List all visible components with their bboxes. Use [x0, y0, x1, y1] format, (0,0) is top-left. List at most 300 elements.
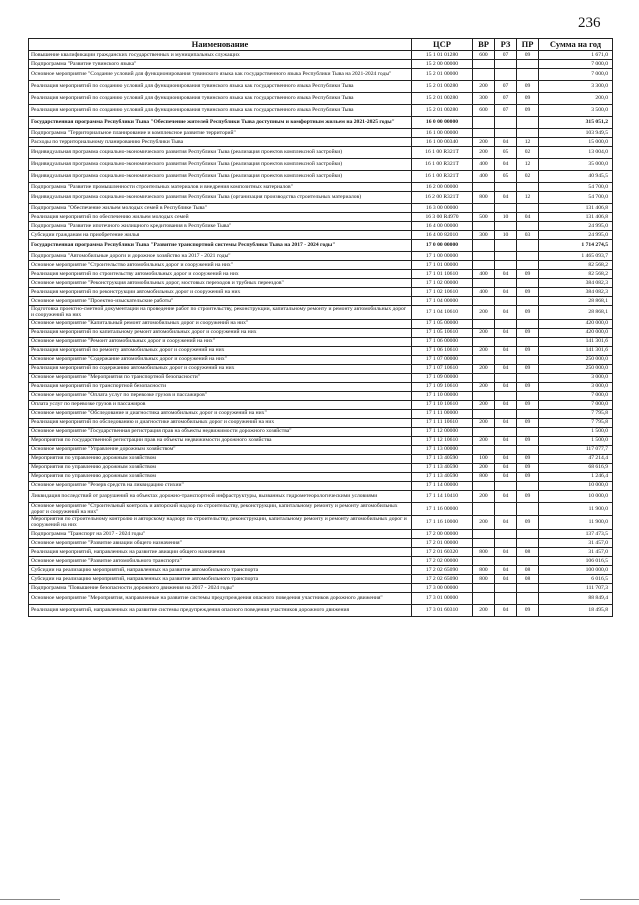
- cell-name: Подпрограмма "Развитие ипотечного жилищного кредитования в Республике Тыва": [29, 222, 412, 231]
- cell-sum: 111 707,3: [539, 583, 613, 592]
- cell-sum: 7 000,0: [539, 391, 613, 400]
- cell-csr: 17 1 16 10000: [412, 516, 473, 530]
- cell-pr: [517, 319, 539, 328]
- cell-csr: 16 0 00 00000: [412, 117, 473, 129]
- table-row: [29, 261, 613, 270]
- cell-csr: 16 1 00 00340: [412, 138, 473, 147]
- cell-vr: [473, 222, 495, 231]
- table-row: [29, 382, 613, 391]
- cell-rz: 10: [495, 213, 517, 222]
- cell-pr: 09: [517, 51, 539, 60]
- cell-rz: [495, 60, 517, 69]
- cell-csr: 17 1 02 00000: [412, 279, 473, 288]
- cell-vr: 200: [473, 306, 495, 320]
- cell-vr: 800: [473, 565, 495, 574]
- cell-vr: 300: [473, 93, 495, 105]
- page-number: 236: [578, 15, 601, 31]
- cell-sum: 7 000,0: [539, 400, 613, 409]
- cell-vr: 800: [473, 472, 495, 481]
- cell-sum: 28 868,1: [539, 297, 613, 306]
- table-row: [29, 159, 613, 171]
- cell-sum: 6 016,5: [539, 574, 613, 583]
- cell-csr: 17 3 01 60310: [412, 604, 473, 616]
- table-row: [29, 328, 613, 337]
- cell-csr: 15 2 01 00280: [412, 81, 473, 93]
- cell-csr: 16 2 00 R321T: [412, 192, 473, 204]
- cell-csr: 17 1 13 40590: [412, 463, 473, 472]
- cell-name: Субсидии на реализацию мероприятий, направленных на развитие автомобильного транспорта: [29, 574, 412, 583]
- table-row: [29, 337, 613, 346]
- cell-pr: [517, 222, 539, 231]
- cell-pr: 08: [517, 574, 539, 583]
- cell-rz: 04: [495, 346, 517, 355]
- table-row: [29, 391, 613, 400]
- cell-sum: 1 500,0: [539, 436, 613, 445]
- cell-name: Реализация мероприятий по капитальному ремонт автомобильных дорог и сооружений на них: [29, 328, 412, 337]
- table-body: [29, 51, 613, 617]
- cell-pr: [517, 427, 539, 436]
- cell-name: Основное мероприятие "Реконструкция автомобильных дорог, мостовых переходов и трубных переездов": [29, 279, 412, 288]
- cell-rz: [495, 279, 517, 288]
- cell-pr: 09: [517, 328, 539, 337]
- cell-csr: 16 1 00 00000: [412, 129, 473, 138]
- header-name: Наименование: [29, 39, 412, 51]
- cell-vr: 600: [473, 105, 495, 117]
- cell-pr: [517, 481, 539, 490]
- cell-pr: [517, 502, 539, 516]
- cell-csr: 17 2 00 00000: [412, 529, 473, 538]
- cell-vr: [473, 529, 495, 538]
- cell-rz: 04: [495, 463, 517, 472]
- cell-vr: 600: [473, 51, 495, 60]
- cell-pr: [517, 538, 539, 547]
- cell-csr: 17 1 11 00000: [412, 409, 473, 418]
- cell-name: Реализация мероприятий по обследованию и диагностике автомобильных дорог и сооружений на них: [29, 418, 412, 427]
- table-row: [29, 502, 613, 516]
- cell-sum: 31 457,0: [539, 538, 613, 547]
- cell-pr: 09: [517, 270, 539, 279]
- cell-vr: 200: [473, 147, 495, 159]
- cell-pr: [517, 69, 539, 81]
- cell-csr: 15 2 01 00280: [412, 93, 473, 105]
- cell-vr: [473, 427, 495, 436]
- cell-rz: 04: [495, 418, 517, 427]
- cell-pr: 09: [517, 463, 539, 472]
- cell-pr: [517, 373, 539, 382]
- cell-name: Основное мероприятие "Строительный контроль и авторский надзор по строительству, реконструкции, капитальному ремонту и ремонту автомобильных дорог и сооружений на них": [29, 502, 412, 516]
- cell-pr: [517, 117, 539, 129]
- cell-csr: 17 1 12 10610: [412, 436, 473, 445]
- cell-name: Реализация мероприятий, направленных на развитие авиации общего назначения: [29, 547, 412, 556]
- cell-sum: 141 301,6: [539, 337, 613, 346]
- cell-vr: [473, 129, 495, 138]
- cell-vr: [473, 502, 495, 516]
- cell-rz: [495, 391, 517, 400]
- cell-sum: 200,0: [539, 93, 613, 105]
- table-row: [29, 400, 613, 409]
- cell-csr: 17 2 02 65090: [412, 574, 473, 583]
- cell-vr: [473, 445, 495, 454]
- cell-pr: [517, 355, 539, 364]
- cell-vr: 500: [473, 213, 495, 222]
- cell-name: Подпрограмма "Транспорт на 2017 - 2024 годы": [29, 529, 412, 538]
- cell-vr: 400: [473, 288, 495, 297]
- cell-name: Реализация мероприятий по строительству автомобильных дорог и сооружений на них: [29, 270, 412, 279]
- cell-sum: 131 406,8: [539, 213, 613, 222]
- cell-sum: 1 246,4: [539, 472, 613, 481]
- cell-sum: 100 000,0: [539, 565, 613, 574]
- cell-csr: 17 1 07 10610: [412, 364, 473, 373]
- cell-vr: 200: [473, 138, 495, 147]
- cell-pr: 09: [517, 364, 539, 373]
- cell-sum: 3 000,0: [539, 373, 613, 382]
- table-row: [29, 105, 613, 117]
- cell-sum: 88 849,4: [539, 592, 613, 604]
- cell-pr: 09: [517, 382, 539, 391]
- cell-csr: 17 1 05 10610: [412, 328, 473, 337]
- table-row: [29, 427, 613, 436]
- cell-vr: 200: [473, 400, 495, 409]
- cell-pr: 12: [517, 159, 539, 171]
- table-row: [29, 222, 613, 231]
- cell-vr: 200: [473, 490, 495, 502]
- cell-name: Основное мероприятие "Содержание автомобильных дорог и сооружений на них": [29, 355, 412, 364]
- header-vr: ВР: [473, 39, 495, 51]
- table-header-row: [29, 39, 613, 51]
- cell-sum: 24 995,0: [539, 222, 613, 231]
- table-row: [29, 529, 613, 538]
- cell-csr: 17 1 10 10610: [412, 400, 473, 409]
- cell-rz: 10: [495, 231, 517, 240]
- table-row: [29, 319, 613, 328]
- cell-sum: 13 004,0: [539, 147, 613, 159]
- table-row: [29, 60, 613, 69]
- table-row: [29, 418, 613, 427]
- cell-rz: 07: [495, 105, 517, 117]
- cell-pr: 09: [517, 490, 539, 502]
- cell-vr: 400: [473, 171, 495, 183]
- scan-edge-mark: [0, 899, 60, 900]
- cell-name: Ликвидация последствий от разрушений на объектах дорожно-транспортной инфраструктуры, вызванных гидрометеорологическими условиями: [29, 490, 412, 502]
- cell-sum: 18 495,8: [539, 604, 613, 616]
- cell-sum: 3 300,0: [539, 81, 613, 93]
- cell-sum: 106 016,5: [539, 556, 613, 565]
- table-row: [29, 138, 613, 147]
- cell-sum: 131 406,8: [539, 204, 613, 213]
- cell-pr: [517, 529, 539, 538]
- table-row: [29, 252, 613, 261]
- table-row: [29, 364, 613, 373]
- cell-name: Основное мероприятие "Управление дорожным хозяйством": [29, 445, 412, 454]
- cell-rz: 04: [495, 306, 517, 320]
- table-row: [29, 355, 613, 364]
- cell-sum: 7 000,0: [539, 60, 613, 69]
- cell-pr: 08: [517, 565, 539, 574]
- cell-rz: [495, 529, 517, 538]
- cell-sum: 315 051,2: [539, 117, 613, 129]
- cell-vr: [473, 583, 495, 592]
- cell-name: Основное мероприятие "Проектно-изыскательские работы": [29, 297, 412, 306]
- cell-sum: 3 000,0: [539, 382, 613, 391]
- cell-rz: [495, 337, 517, 346]
- cell-sum: 1 714 274,5: [539, 240, 613, 252]
- cell-pr: 09: [517, 436, 539, 445]
- budget-table: [28, 38, 613, 617]
- cell-rz: [495, 183, 517, 192]
- table-row: [29, 604, 613, 616]
- cell-rz: [495, 502, 517, 516]
- cell-name: Повышение квалификации гражданских государственных и муниципальных служащих: [29, 51, 412, 60]
- cell-vr: [473, 240, 495, 252]
- table-row: [29, 373, 613, 382]
- cell-name: Основное мероприятие "Создание условий для функционирования тувинского языка как государственного языка Республики Тыва на 2021-2024 годы": [29, 69, 412, 81]
- table-row: [29, 463, 613, 472]
- cell-rz: 04: [495, 547, 517, 556]
- cell-rz: [495, 319, 517, 328]
- cell-vr: [473, 117, 495, 129]
- cell-name: Основное мероприятие "Мероприятия по транспортной безопасности": [29, 373, 412, 382]
- cell-pr: [517, 279, 539, 288]
- cell-vr: [473, 481, 495, 490]
- cell-pr: [517, 240, 539, 252]
- cell-rz: 05: [495, 147, 517, 159]
- cell-rz: [495, 373, 517, 382]
- table-row: [29, 490, 613, 502]
- cell-pr: 04: [517, 213, 539, 222]
- table-row: [29, 565, 613, 574]
- cell-vr: [473, 391, 495, 400]
- cell-sum: 384 082,3: [539, 279, 613, 288]
- cell-vr: 200: [473, 382, 495, 391]
- cell-pr: 12: [517, 138, 539, 147]
- cell-rz: 04: [495, 436, 517, 445]
- header-sum: Сумма на год: [539, 39, 613, 51]
- cell-name: Основное мероприятие "Развитие автомобильного транспорта": [29, 556, 412, 565]
- cell-csr: 17 1 04 00000: [412, 297, 473, 306]
- scan-edge-mark: [580, 899, 639, 900]
- cell-pr: [517, 183, 539, 192]
- cell-name: Индивидуальная программа социально-экономического развития Республики Тыва (организация производства строительных материалов): [29, 192, 412, 204]
- cell-csr: 17 1 10 00000: [412, 391, 473, 400]
- cell-vr: 800: [473, 547, 495, 556]
- cell-csr: 16 1 00 R321T: [412, 159, 473, 171]
- cell-name: Мероприятия по государственной регистрации прав на объекты недвижимости дорожного хозяйства: [29, 436, 412, 445]
- cell-rz: [495, 481, 517, 490]
- cell-pr: 08: [517, 547, 539, 556]
- cell-rz: 04: [495, 472, 517, 481]
- cell-sum: 103 949,5: [539, 129, 613, 138]
- cell-pr: 09: [517, 81, 539, 93]
- cell-sum: 15 000,0: [539, 138, 613, 147]
- cell-sum: 47 214,4: [539, 454, 613, 463]
- cell-csr: 16 1 00 R321T: [412, 171, 473, 183]
- cell-rz: [495, 204, 517, 213]
- cell-vr: 200: [473, 463, 495, 472]
- cell-rz: [495, 117, 517, 129]
- cell-vr: [473, 319, 495, 328]
- cell-name: Подпрограмма "Автомобильные дороги и дорожное хозяйство на 2017 - 2021 годы": [29, 252, 412, 261]
- cell-name: Основное мероприятие "Государственная регистрация прав на объекты недвижимости дорожного хозяйства": [29, 427, 412, 436]
- cell-vr: 400: [473, 270, 495, 279]
- cell-name: Основное мероприятие "Мероприятия, направленные на развитие системы предупреждения опасного поведения участников дорожного движения": [29, 592, 412, 604]
- cell-vr: [473, 373, 495, 382]
- cell-name: Индивидуальная программа социально-экономического развития Республики Тыва (реализация проектов комплексной застройки): [29, 147, 412, 159]
- cell-pr: 03: [517, 231, 539, 240]
- cell-rz: 04: [495, 328, 517, 337]
- cell-csr: 17 1 06 00000: [412, 337, 473, 346]
- cell-vr: 200: [473, 364, 495, 373]
- cell-name: Основное мероприятие "Обследование и диагностика автомобильных дорог и сооружений на них": [29, 409, 412, 418]
- cell-rz: [495, 252, 517, 261]
- cell-rz: 07: [495, 81, 517, 93]
- cell-csr: 17 1 06 10610: [412, 346, 473, 355]
- cell-csr: 17 1 02 10610: [412, 288, 473, 297]
- cell-vr: 800: [473, 574, 495, 583]
- table-row: [29, 93, 613, 105]
- cell-pr: [517, 60, 539, 69]
- header-pr: ПР: [517, 39, 539, 51]
- cell-csr: 17 1 13 40590: [412, 472, 473, 481]
- cell-pr: [517, 261, 539, 270]
- cell-pr: [517, 297, 539, 306]
- cell-name: Подготовка проектно-сметной документации на проведение работ по строительству, реконструкции, капитальному ремонту и ремонту автомобильных дорог и сооружений на них: [29, 306, 412, 320]
- cell-name: Оплата услуг по перевозке грузов и пассажиров: [29, 400, 412, 409]
- cell-rz: [495, 556, 517, 565]
- header-csr: ЦСР: [412, 39, 473, 51]
- cell-pr: [517, 204, 539, 213]
- cell-vr: 200: [473, 418, 495, 427]
- cell-rz: [495, 409, 517, 418]
- cell-name: Основное мероприятие "Развитие авиации общего назначения": [29, 538, 412, 547]
- table-row: [29, 556, 613, 565]
- table-row: [29, 516, 613, 530]
- cell-pr: 02: [517, 171, 539, 183]
- cell-vr: 200: [473, 81, 495, 93]
- cell-sum: 141 301,6: [539, 346, 613, 355]
- header-rz: РЗ: [495, 39, 517, 51]
- cell-name: Подпрограмма "Территориальное планирование и комплексное развитие территорий": [29, 129, 412, 138]
- cell-pr: [517, 252, 539, 261]
- cell-csr: 17 1 01 00000: [412, 261, 473, 270]
- cell-csr: 17 3 01 00000: [412, 592, 473, 604]
- cell-csr: 17 1 14 10410: [412, 490, 473, 502]
- cell-csr: 17 1 14 00000: [412, 481, 473, 490]
- cell-name: Основное мероприятие "Ремонт автомобильных дорог и сооружений на них": [29, 337, 412, 346]
- cell-sum: 7 000,0: [539, 69, 613, 81]
- cell-name: Основное мероприятие "Оплата услуг по перевозке грузов и пассажиров": [29, 391, 412, 400]
- cell-rz: [495, 538, 517, 547]
- cell-sum: 1 500,0: [539, 427, 613, 436]
- cell-rz: 04: [495, 159, 517, 171]
- cell-pr: 09: [517, 454, 539, 463]
- table-row: [29, 547, 613, 556]
- table-row: [29, 436, 613, 445]
- cell-name: Подпрограмма "Развитие промышленности строительных материалов и внедрения композитных материалов": [29, 183, 412, 192]
- cell-sum: 82 568,2: [539, 270, 613, 279]
- cell-pr: 12: [517, 192, 539, 204]
- cell-vr: [473, 69, 495, 81]
- cell-sum: 420 000,0: [539, 328, 613, 337]
- cell-csr: 16 2 00 00000: [412, 183, 473, 192]
- cell-pr: 09: [517, 418, 539, 427]
- table-row: [29, 481, 613, 490]
- cell-csr: 16 3 00 00000: [412, 204, 473, 213]
- cell-name: Индивидуальная программа социально-экономического развития Республики Тыва (реализация проектов комплексной застройки): [29, 171, 412, 183]
- cell-rz: [495, 222, 517, 231]
- cell-vr: 800: [473, 192, 495, 204]
- cell-csr: 17 2 01 60320: [412, 547, 473, 556]
- cell-rz: 04: [495, 288, 517, 297]
- table-row: [29, 409, 613, 418]
- cell-rz: 04: [495, 454, 517, 463]
- cell-sum: 31 457,0: [539, 547, 613, 556]
- cell-sum: 3 500,0: [539, 105, 613, 117]
- cell-csr: 17 2 02 65090: [412, 565, 473, 574]
- cell-name: Индивидуальная программа социально-экономического развития Республики Тыва (реализация проектов комплексной застройки): [29, 159, 412, 171]
- cell-vr: 200: [473, 604, 495, 616]
- cell-name: Реализация мероприятий по созданию условий для функционирования тувинского языка как государственного языка Республики Тыва: [29, 105, 412, 117]
- cell-name: Основное мероприятие "Строительство автомобильных дорог и сооружений на них": [29, 261, 412, 270]
- cell-rz: [495, 261, 517, 270]
- cell-pr: 09: [517, 472, 539, 481]
- table-row: [29, 306, 613, 320]
- cell-vr: [473, 538, 495, 547]
- cell-pr: [517, 337, 539, 346]
- cell-vr: [473, 261, 495, 270]
- cell-rz: [495, 297, 517, 306]
- cell-sum: 1 465 093,7: [539, 252, 613, 261]
- cell-sum: 10 000,0: [539, 481, 613, 490]
- cell-vr: [473, 556, 495, 565]
- cell-sum: 7 795,8: [539, 418, 613, 427]
- cell-name: Реализация мероприятий по ремонту автомобильных дорог и сооружений на них: [29, 346, 412, 355]
- cell-csr: 17 1 12 00000: [412, 427, 473, 436]
- cell-name: Реализация мероприятий по транспортной безопасности: [29, 382, 412, 391]
- cell-csr: 17 2 01 00000: [412, 538, 473, 547]
- cell-pr: 09: [517, 288, 539, 297]
- table-row: [29, 117, 613, 129]
- cell-name: Подпрограмма "Обеспечение жильем молодых семей в Республике Тыва": [29, 204, 412, 213]
- table-row: [29, 592, 613, 604]
- cell-vr: [473, 60, 495, 69]
- cell-vr: 200: [473, 436, 495, 445]
- cell-sum: 420 000,0: [539, 319, 613, 328]
- cell-pr: [517, 592, 539, 604]
- cell-rz: 04: [495, 364, 517, 373]
- cell-sum: 11 900,0: [539, 502, 613, 516]
- cell-sum: 10 000,0: [539, 490, 613, 502]
- table-row: [29, 574, 613, 583]
- cell-sum: 54 700,0: [539, 183, 613, 192]
- cell-rz: [495, 240, 517, 252]
- cell-pr: [517, 409, 539, 418]
- cell-csr: 17 1 05 00000: [412, 319, 473, 328]
- cell-sum: 82 568,2: [539, 261, 613, 270]
- table-row: [29, 129, 613, 138]
- cell-csr: 17 1 09 00000: [412, 373, 473, 382]
- cell-sum: 68 616,9: [539, 463, 613, 472]
- cell-rz: 05: [495, 171, 517, 183]
- table-row: [29, 270, 613, 279]
- cell-rz: [495, 592, 517, 604]
- table-row: [29, 171, 613, 183]
- cell-rz: [495, 69, 517, 81]
- cell-name: Реализация мероприятий по содержанию автомобильных дорог и сооружений на них: [29, 364, 412, 373]
- cell-rz: 04: [495, 516, 517, 530]
- cell-rz: 04: [495, 574, 517, 583]
- cell-name: Государственная программа Республики Тыва "Обеспечение жителей Республики Тыва доступным и комфортным жильем на 2021-2025 годы": [29, 117, 412, 129]
- cell-name: Подпрограмма "Повышение безопасности дорожного движения на 2017 - 2024 годы": [29, 583, 412, 592]
